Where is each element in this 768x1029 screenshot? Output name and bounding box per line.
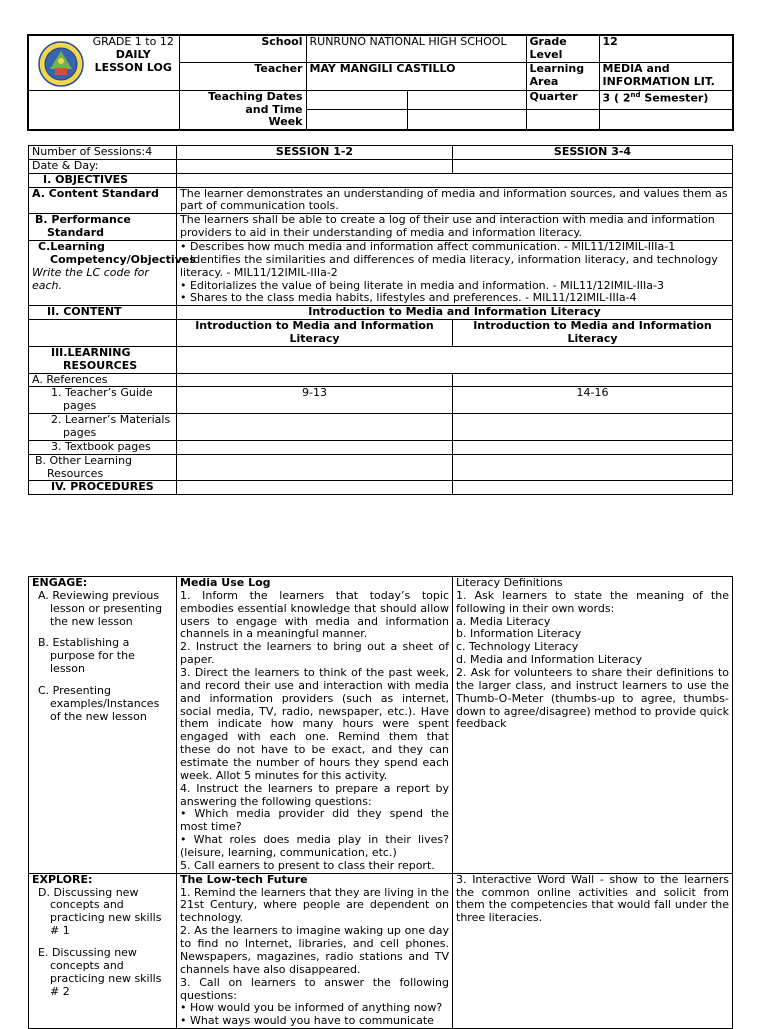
explore-phase: EXPLORE: D. Discussing new concepts and practicing new skills # 1 E. Discussing new concepts and practicing new skills # 2 (29, 873, 177, 1028)
other-resources-1 (177, 454, 453, 481)
date-day-label: Date & Day: (29, 159, 177, 173)
week-value-3 (526, 110, 599, 130)
learning-resources-heading: III.LEARNING RESOURCES (29, 346, 177, 373)
dates-value-1 (306, 90, 407, 110)
procedures-heading: IV. PROCEDURES (29, 481, 177, 495)
teaching-dates-label: Teaching Dates and Time Week (179, 90, 306, 130)
other-resources-label: B. Other Learning Resources (29, 454, 177, 481)
date-value-1 (177, 159, 453, 173)
content-text: Introduction to Media and Information Literacy (177, 306, 733, 320)
learners-materials-2 (453, 414, 733, 441)
objectives-blank (177, 173, 733, 187)
objectives-heading: I. OBJECTIVES (29, 173, 177, 187)
school-value: RUNRUNO NATIONAL HIGH SCHOOL (306, 35, 526, 62)
quarter-label: Quarter (526, 90, 599, 110)
resources-blank (177, 346, 733, 373)
session-2-header: SESSION 3-4 (453, 146, 733, 160)
lesson-plan-table (28, 145, 733, 495)
quarter-value: 3 ( 2nd Semester) (599, 90, 733, 110)
content-standard-label: A. Content Standard (29, 187, 177, 214)
procedures-2 (453, 481, 733, 495)
engage-session-1: Media Use Log 1. Inform the learners that today’s topic embodies essential knowledge that should allow users to engage with media and information channels in a meaningful manner. 2. Instruct the learners to bring out a sheet of paper. 3. Direct the learners to think of the past week, and record their use and interaction with media and information providers (such as internet, social media, TV, radio, newspaper, etc.). Have them indicate how many hours were spent engaged with each one. Remind them that these do not have to be exact, and they can estimate the number of hours they spend each week. Allot 5 minutes for this activity. 4. Instruct the learners to prepare a report by answering the following questions: • Which media provider did they spend the most time? • What roles does media play in their lives? (leisure, learning, communication, etc.) 5. Call earners to present to class their report. (177, 577, 453, 874)
topic-session-2: Introduction to Media and Information Literacy (453, 320, 733, 347)
content-heading: II. CONTENT (29, 306, 177, 320)
references-label: A. References (29, 373, 177, 387)
textbook-2 (453, 440, 733, 454)
other-resources-2 (453, 454, 733, 481)
references-2 (453, 373, 733, 387)
school-logo-cell (28, 35, 88, 90)
school-label: School (179, 35, 306, 62)
school-seal-logo (38, 41, 84, 87)
dates-value-2 (407, 90, 526, 110)
performance-standard-label: B. Performance Standard (29, 214, 177, 241)
learning-competency-label: C.Learning Competency/Objectives Write the LC code for each. (29, 241, 177, 306)
textbook-1 (177, 440, 453, 454)
engage-phase: ENGAGE: A. Reviewing previous lesson or presenting the new lesson B. Establishing a purpose for the lesson C. Presenting examples/Instances of the new lesson (29, 577, 177, 874)
teachers-guide-pages-2: 14-16 (453, 387, 733, 414)
learning-area-value: MEDIA and INFORMATION LIT. (599, 62, 733, 90)
teacher-label: Teacher (179, 62, 306, 90)
explore-session-1: The Low-tech Future 1. Remind the learners that they are living in the 21st Century, where people are dependent on technology. 2. As the learners to imagine waking up one day to find no Internet, libraries, and cell phones. Newspapers, magazines, radio stations and TV channels have also disappeared. 3. Call on learners to answer the following questions: • How would you be informed of anything now? • What ways would you have to communicate (177, 873, 453, 1028)
procedures-table (28, 576, 733, 1029)
sessions-count: Number of Sessions:4 (29, 146, 177, 160)
teacher-value: MAY MANGILI CASTILLO (306, 62, 526, 90)
week-value-2 (407, 110, 526, 130)
learning-area-label: Learning Area (526, 62, 599, 90)
procedures-1 (177, 481, 453, 495)
week-value-1 (306, 110, 407, 130)
grade-value: 12 (599, 35, 733, 62)
teachers-guide-pages-1: 9-13 (177, 387, 453, 414)
header-blank (28, 90, 179, 130)
engage-session-2: Literacy Definitions 1. Ask learners to state the meaning of the following in their own words: a. Media Literacy b. Information Literacy c. Technology Literacy d. Media and Information Literacy 2. Ask for volunteers to share their definitions to the larger class, and instruct learners to use the Thumb-O-Meter (thumbs-up to agree, thumbs-down to agree/disagree) method to provide quick feedback (453, 577, 733, 874)
session-1-header: SESSION 1-2 (177, 146, 453, 160)
references-1 (177, 373, 453, 387)
grade-label: Grade Level (526, 35, 599, 62)
content-standard-text: The learner demonstrates an understanding of media and information sources, and values them as part of communication tools. (177, 187, 733, 214)
teachers-guide-label: 1. Teacher’s Guide pages (29, 387, 177, 414)
date-value-2 (453, 159, 733, 173)
explore-session-2: 3. Interactive Word Wall - show to the learners the common online activities and solicit from them the competencies that would fall under the three literacies. (453, 873, 733, 1028)
performance-standard-text: The learners shall be able to create a log of their use and interaction with media and information providers to aid in their understanding of media and information literacy. (177, 214, 733, 241)
textbook-label: 3. Textbook pages (29, 440, 177, 454)
header-table (27, 34, 734, 131)
week-value-4 (599, 110, 733, 130)
learning-competency-list: • Describes how much media and information affect communication. - MIL11/12IMIL-IIIa-1 • Identifies the similarities and differences of media literacy, information literacy, and technology literacy. - MIL11/12IMIL-IIIa-2 • Editorializes the value of being literate in media and information. - MIL11/12IMIL-IIIa-3 • Shares to the class media habits, lifestyles and preferences. - MIL11/12IMIL-IIIa-4 (177, 241, 733, 306)
learners-materials-label: 2. Learner’s Materials pages (29, 414, 177, 441)
lesson-log-title: GRADE 1 to 12 DAILY LESSON LOG (88, 35, 179, 90)
learners-materials-1 (177, 414, 453, 441)
topic-blank (29, 320, 177, 347)
topic-session-1: Introduction to Media and Information Literacy (177, 320, 453, 347)
